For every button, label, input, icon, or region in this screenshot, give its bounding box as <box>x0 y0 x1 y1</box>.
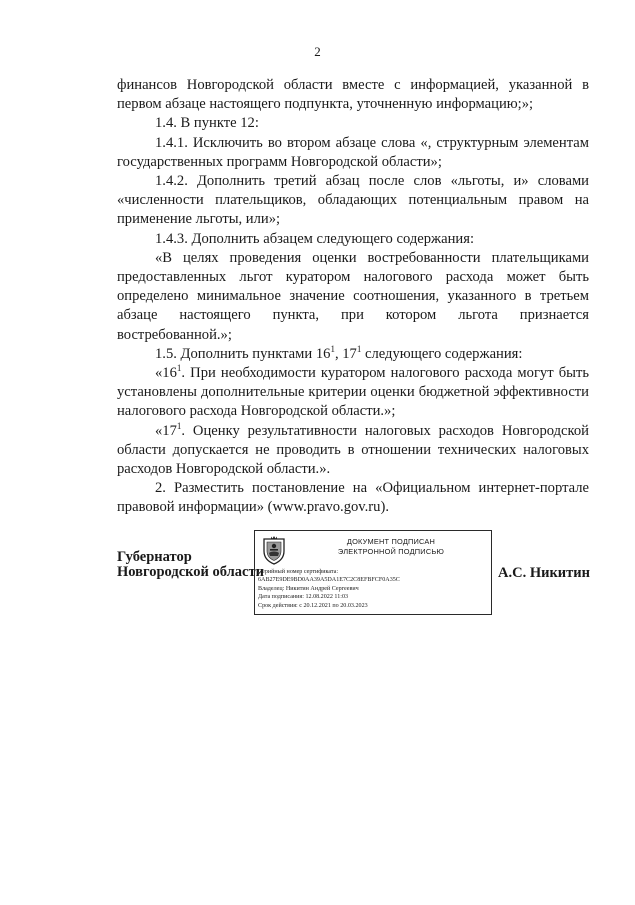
signatory-title-line1: Губернатор <box>117 549 192 565</box>
paragraph-2: 1.4. В пункте 12: <box>155 115 259 132</box>
stamp-owner: Владелец: Никитин Андрей Сергеевич <box>258 585 359 592</box>
stamp-heading-line2: ЭЛЕКТРОННОЙ ПОДПИСЬЮ <box>337 547 445 556</box>
stamp-signed-date: Дата подписания: 12.08.2022 11:03 <box>258 594 349 601</box>
stamp-validity: Срок действия: с 20.12.2021 по 20.03.2023 <box>258 602 368 609</box>
stamp-details <box>258 568 490 610</box>
paragraph-5: 1.4.3. Дополнить абзацем следующего содержания: <box>155 230 475 247</box>
paragraph-9: «$17^1$. Оценку результативности налоговых расходов Новгородской области допускается не проводить в отношении технических налоговых расходов Новгородской области.». <box>117 420 589 478</box>
signatory-title-line2: Новгородской области <box>117 563 264 580</box>
stamp-serial-value: 6AB27E9DE9BD0AA39A5DA1E7C2C8EFBFCF0A35C <box>258 577 400 584</box>
page-number: 2 <box>314 44 321 59</box>
stamp-serial-label: Серийный номер сертификата: <box>258 569 339 575</box>
stamp-heading <box>293 537 489 557</box>
paragraph-3: 1.4.1. Исключить во втором абзаце слова «, структурным элементам государственных программ Новгородской области»; <box>117 134 589 170</box>
paragraph-1: финансов Новгородской области вместе с информацией, указанной в первом абзаце настоящего подпункта, уточненную информацию;»; <box>117 77 589 113</box>
electronic-signature-stamp <box>254 530 492 615</box>
paragraph-8: «$16^1$. При необходимости куратором налогового расхода могут быть установлены дополнительные критерии оценки бюджетной эффективности налогового расхода Новгородской области.»; <box>117 363 589 420</box>
paragraph-6: «В целях проведения оценки востребованности плательщиками предоставленных льгот куратором налогового расхода может быть определено минимальное значение соотношения, указанного в третьем абзаце настоящего пункта, при котором льгота признается востребованной.»; <box>117 249 589 343</box>
coat-of-arms-icon <box>259 535 289 565</box>
paragraph-4: 1.4.2. Дополнить третий абзац после слов «льготы, и» словами «численности плательщиков, обладающих потенциальным правом на применение льготы, или»; <box>117 173 589 228</box>
signatory-name: А.С. Никитин <box>498 565 590 581</box>
document-body <box>117 76 589 518</box>
signatory-title <box>117 550 264 579</box>
paragraph-10: 2. Разместить постановление на «Официальном интернет-портале правовой информации» (www.pravo.gov.ru). <box>117 480 589 516</box>
paragraph-7: 1.5. Дополнить пунктами $16^1$, $17^1$ следующего содержания: <box>155 343 523 362</box>
stamp-heading-line1: ДОКУМЕНТ ПОДПИСАН <box>346 537 436 546</box>
